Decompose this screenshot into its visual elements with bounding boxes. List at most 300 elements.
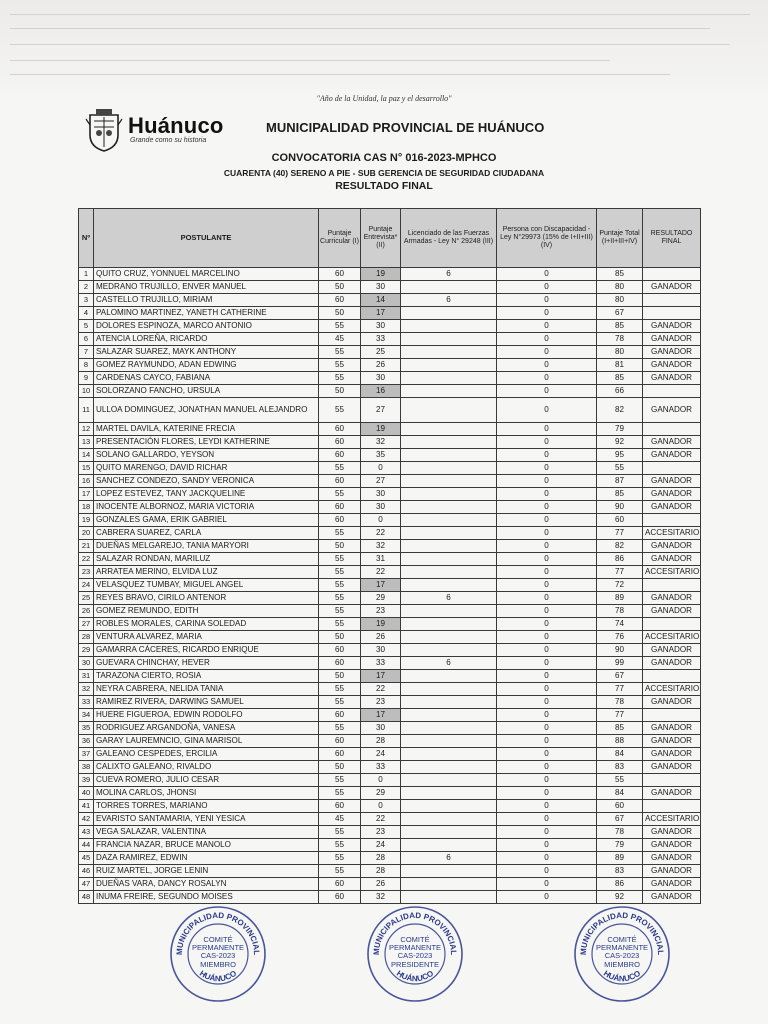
cell-curricular: 55 (319, 320, 361, 333)
cell-entrevista: 30 (361, 281, 401, 294)
table-row (79, 527, 701, 540)
cell-resultado: GANADOR (643, 475, 701, 488)
cell-entrevista: 23 (361, 696, 401, 709)
cell-curricular: 50 (319, 307, 361, 320)
cell-resultado (643, 307, 701, 320)
table-row (79, 553, 701, 566)
cell-entrevista: 29 (361, 787, 401, 800)
cell-entrevista: 26 (361, 631, 401, 644)
cell-postulante: SALAZAR SUAREZ, MAYK ANTHONY (94, 346, 319, 359)
table-row (79, 852, 701, 865)
cell-postulante: TORRES TORRES, MARIANO (94, 800, 319, 813)
cell-total: 84 (597, 787, 643, 800)
cell-entrevista: 17 (361, 709, 401, 722)
cell-resultado: GANADOR (643, 359, 701, 372)
cell-postulante: SOLORZANO FANCHO, URSULA (94, 385, 319, 398)
cell-num: 42 (79, 813, 94, 826)
cell-num: 43 (79, 826, 94, 839)
cell-total: 89 (597, 592, 643, 605)
cell-entrevista: 30 (361, 722, 401, 735)
cell-curricular: 50 (319, 761, 361, 774)
cell-resultado: GANADOR (643, 865, 701, 878)
motto: "Año de la Unidad, la paz y el desarrollo" (316, 94, 452, 103)
cell-total: 60 (597, 514, 643, 527)
cell-total: 77 (597, 683, 643, 696)
cell-postulante: ULLOA DOMINGUEZ, JONATHAN MANUEL ALEJANDRO (94, 398, 319, 423)
cell-resultado: GANADOR (643, 553, 701, 566)
results-table (78, 208, 701, 904)
table-row (79, 475, 701, 488)
cell-ffaa (401, 839, 497, 852)
cell-num: 19 (79, 514, 94, 527)
table-row (79, 878, 701, 891)
cell-discapacidad: 0 (497, 333, 597, 346)
cell-ffaa (401, 553, 497, 566)
cell-curricular: 60 (319, 294, 361, 307)
cell-discapacidad: 0 (497, 839, 597, 852)
table-row (79, 346, 701, 359)
cell-entrevista: 17 (361, 579, 401, 592)
table-row (79, 839, 701, 852)
table-row (79, 709, 701, 722)
cell-postulante: CUEVA ROMERO, JULIO CESAR (94, 774, 319, 787)
cell-discapacidad: 0 (497, 800, 597, 813)
cell-ffaa (401, 333, 497, 346)
stamp-city-text-path: HUÁNUCO (197, 968, 239, 984)
bleed-through-area (0, 0, 768, 90)
municipality-logo (84, 107, 244, 153)
cell-discapacidad: 0 (497, 449, 597, 462)
cell-ffaa (401, 761, 497, 774)
cell-resultado: GANADOR (643, 787, 701, 800)
table-row (79, 488, 701, 501)
cell-postulante: ROBLES MORALES, CARINA SOLEDAD (94, 618, 319, 631)
cell-curricular: 55 (319, 527, 361, 540)
cell-total: 77 (597, 709, 643, 722)
cell-ffaa (401, 514, 497, 527)
position-subtitle: CUARENTA (40) SERENO A PIE - SUB GERENCIA DE SEGURIDAD CIUDADANA (223, 168, 545, 178)
cell-discapacidad: 0 (497, 761, 597, 774)
cell-curricular: 55 (319, 852, 361, 865)
table-row (79, 644, 701, 657)
cell-total: 74 (597, 618, 643, 631)
committee-stamp (572, 904, 672, 1004)
cell-curricular: 45 (319, 813, 361, 826)
stamp-role: MIEMBRO (604, 960, 640, 969)
cell-total: 80 (597, 281, 643, 294)
cell-postulante: GARAY LAUREMNCIO, GINA MARISOL (94, 735, 319, 748)
cell-num: 36 (79, 735, 94, 748)
table-row (79, 800, 701, 813)
cell-discapacidad: 0 (497, 826, 597, 839)
table-body (79, 268, 701, 904)
table-row (79, 826, 701, 839)
cell-resultado (643, 774, 701, 787)
cell-postulante: VENTURA ALVAREZ, MARIA (94, 631, 319, 644)
cell-postulante: MEDRANO TRUJILLO, ENVER MANUEL (94, 281, 319, 294)
cell-curricular: 60 (319, 657, 361, 670)
cell-discapacidad: 0 (497, 281, 597, 294)
table-row (79, 320, 701, 333)
cell-ffaa (401, 683, 497, 696)
cell-num: 3 (79, 294, 94, 307)
cell-discapacidad: 0 (497, 423, 597, 436)
cell-resultado: GANADOR (643, 320, 701, 333)
cell-total: 78 (597, 333, 643, 346)
cell-ffaa (401, 748, 497, 761)
cell-postulante: CABRERA SUAREZ, CARLA (94, 527, 319, 540)
cell-resultado (643, 423, 701, 436)
cell-discapacidad: 0 (497, 398, 597, 423)
cell-curricular: 60 (319, 735, 361, 748)
cell-curricular: 55 (319, 618, 361, 631)
cell-postulante: PALOMINO MARTINEZ, YANETH CATHERINE (94, 307, 319, 320)
cell-num: 44 (79, 839, 94, 852)
col-header-total: Puntaje Total (I+II+III+IV) (597, 209, 643, 268)
cell-resultado (643, 268, 701, 281)
cell-resultado: GANADOR (643, 488, 701, 501)
cell-ffaa (401, 398, 497, 423)
cell-discapacidad: 0 (497, 631, 597, 644)
cell-discapacidad: 0 (497, 294, 597, 307)
committee-stamp (365, 904, 465, 1004)
table-row (79, 631, 701, 644)
cell-postulante: DAZA RAMIREZ, EDWIN (94, 852, 319, 865)
table-row (79, 359, 701, 372)
cell-discapacidad: 0 (497, 320, 597, 333)
cell-discapacidad: 0 (497, 475, 597, 488)
cell-ffaa (401, 709, 497, 722)
cell-resultado (643, 294, 701, 307)
cell-entrevista: 28 (361, 852, 401, 865)
cell-ffaa (401, 423, 497, 436)
table-row (79, 436, 701, 449)
table-row (79, 748, 701, 761)
col-header-ffaa: Licenciado de las Fuerzas Armadas - Ley N° 29248 (III) (401, 209, 497, 268)
table-row (79, 566, 701, 579)
cell-entrevista: 17 (361, 307, 401, 320)
cell-num: 33 (79, 696, 94, 709)
cell-discapacidad: 0 (497, 462, 597, 475)
cell-num: 38 (79, 761, 94, 774)
cell-num: 17 (79, 488, 94, 501)
cell-resultado: GANADOR (643, 592, 701, 605)
cell-postulante: INOCENTE ALBORNOZ, MARIA VICTORIA (94, 501, 319, 514)
table-row (79, 774, 701, 787)
cell-total: 85 (597, 320, 643, 333)
cell-entrevista: 19 (361, 423, 401, 436)
cell-entrevista: 27 (361, 475, 401, 488)
cell-entrevista: 17 (361, 670, 401, 683)
cell-entrevista: 29 (361, 592, 401, 605)
cell-curricular: 55 (319, 359, 361, 372)
cell-num: 24 (79, 579, 94, 592)
cell-curricular: 60 (319, 800, 361, 813)
cell-entrevista: 0 (361, 800, 401, 813)
cell-num: 40 (79, 787, 94, 800)
cell-ffaa (401, 722, 497, 735)
cell-postulante: RODRIGUEZ ARGANDOÑA, VANESA (94, 722, 319, 735)
table-row (79, 865, 701, 878)
cell-total: 92 (597, 891, 643, 904)
cell-total: 55 (597, 774, 643, 787)
table-row (79, 268, 701, 281)
cell-total: 77 (597, 566, 643, 579)
bleed-line (10, 14, 750, 15)
cell-postulante: SALAZAR RONDAN, MARILUZ (94, 553, 319, 566)
cell-total: 88 (597, 735, 643, 748)
cell-discapacidad: 0 (497, 618, 597, 631)
col-header-postulante: POSTULANTE (94, 209, 319, 268)
cell-total: 84 (597, 748, 643, 761)
stamp-outer-text-path: MUNICIPALIDAD PROVINCIAL (578, 910, 666, 956)
cell-entrevista: 16 (361, 385, 401, 398)
cell-entrevista: 23 (361, 605, 401, 618)
cell-num: 32 (79, 683, 94, 696)
cell-curricular: 55 (319, 722, 361, 735)
cell-resultado: GANADOR (643, 826, 701, 839)
cell-discapacidad: 0 (497, 670, 597, 683)
cell-total: 76 (597, 631, 643, 644)
cell-curricular: 60 (319, 423, 361, 436)
cell-resultado: GANADOR (643, 696, 701, 709)
cell-entrevista: 35 (361, 449, 401, 462)
cell-resultado (643, 514, 701, 527)
table-row (79, 657, 701, 670)
cell-curricular: 55 (319, 398, 361, 423)
cell-curricular: 55 (319, 787, 361, 800)
cell-postulante: CALIXTO GALEANO, RIVALDO (94, 761, 319, 774)
cell-entrevista: 0 (361, 774, 401, 787)
cell-total: 79 (597, 423, 643, 436)
cell-ffaa (401, 488, 497, 501)
cell-discapacidad: 0 (497, 852, 597, 865)
cell-total: 79 (597, 839, 643, 852)
table-row (79, 514, 701, 527)
cell-discapacidad: 0 (497, 566, 597, 579)
table-row (79, 579, 701, 592)
cell-num: 11 (79, 398, 94, 423)
stamp-line2: PERMANENTE (388, 943, 442, 952)
cell-curricular: 50 (319, 631, 361, 644)
cell-entrevista: 30 (361, 501, 401, 514)
convocatoria-title: CONVOCATORIA CAS N° 016-2023-MPHCO (271, 152, 497, 164)
table-row (79, 683, 701, 696)
table-row (79, 449, 701, 462)
cell-entrevista: 28 (361, 735, 401, 748)
cell-resultado: ACCESITARIO (643, 527, 701, 540)
cell-postulante: SANCHEZ CONDEZO, SANDY VERONICA (94, 475, 319, 488)
cell-ffaa (401, 449, 497, 462)
cell-discapacidad: 0 (497, 683, 597, 696)
bleed-line (10, 74, 670, 75)
cell-entrevista: 25 (361, 346, 401, 359)
cell-resultado (643, 800, 701, 813)
cell-resultado (643, 709, 701, 722)
cell-total: 80 (597, 346, 643, 359)
cell-num: 2 (79, 281, 94, 294)
cell-discapacidad: 0 (497, 657, 597, 670)
cell-entrevista: 30 (361, 644, 401, 657)
cell-ffaa (401, 320, 497, 333)
cell-ffaa (401, 800, 497, 813)
table-row (79, 813, 701, 826)
cell-postulante: DOLORES ESPINOZA, MARCO ANTONIO (94, 320, 319, 333)
cell-curricular: 55 (319, 605, 361, 618)
cell-discapacidad: 0 (497, 501, 597, 514)
cell-ffaa (401, 527, 497, 540)
cell-ffaa (401, 631, 497, 644)
cell-entrevista: 27 (361, 398, 401, 423)
cell-discapacidad: 0 (497, 592, 597, 605)
cell-postulante: CASTELLO TRUJILLO, MIRIAM (94, 294, 319, 307)
cell-total: 85 (597, 268, 643, 281)
cell-resultado: GANADOR (643, 372, 701, 385)
cell-discapacidad: 0 (497, 488, 597, 501)
cell-num: 35 (79, 722, 94, 735)
table-row (79, 333, 701, 346)
cell-total: 67 (597, 307, 643, 320)
stamp-line3: CAS-2023 (397, 951, 433, 960)
cell-ffaa (401, 696, 497, 709)
cell-total: 85 (597, 372, 643, 385)
cell-curricular: 55 (319, 579, 361, 592)
cell-curricular: 50 (319, 540, 361, 553)
cell-postulante: DUEÑAS VARA, DANCY ROSALYN (94, 878, 319, 891)
cell-total: 83 (597, 761, 643, 774)
cell-postulante: GOMEZ REMUNDO, EDITH (94, 605, 319, 618)
stamp-role: PRESIDENTE (391, 960, 439, 969)
cell-discapacidad: 0 (497, 735, 597, 748)
cell-num: 34 (79, 709, 94, 722)
cell-ffaa (401, 385, 497, 398)
table-row (79, 423, 701, 436)
cell-curricular: 55 (319, 346, 361, 359)
cell-total: 85 (597, 722, 643, 735)
cell-total: 90 (597, 501, 643, 514)
cell-resultado: GANADOR (643, 398, 701, 423)
cell-total: 85 (597, 488, 643, 501)
cell-curricular: 50 (319, 281, 361, 294)
cell-num: 14 (79, 449, 94, 462)
cell-entrevista: 28 (361, 865, 401, 878)
cell-postulante: RUIZ MARTEL, JORGE LENIN (94, 865, 319, 878)
cell-resultado: GANADOR (643, 281, 701, 294)
cell-entrevista: 31 (361, 553, 401, 566)
col-header-entrevista: Puntaje Entrevista* (II) (361, 209, 401, 268)
coat-of-arms-icon (84, 107, 124, 153)
cell-curricular: 55 (319, 839, 361, 852)
cell-discapacidad: 0 (497, 307, 597, 320)
cell-curricular: 60 (319, 501, 361, 514)
table-row (79, 385, 701, 398)
cell-discapacidad: 0 (497, 268, 597, 281)
cell-total: 90 (597, 644, 643, 657)
stamp-city-text-path: HUÁNUCO (394, 968, 436, 984)
cell-ffaa (401, 878, 497, 891)
cell-discapacidad: 0 (497, 346, 597, 359)
cell-resultado: GANADOR (643, 657, 701, 670)
cell-resultado: GANADOR (643, 748, 701, 761)
cell-resultado: GANADOR (643, 605, 701, 618)
cell-num: 29 (79, 644, 94, 657)
cell-curricular: 55 (319, 553, 361, 566)
cell-resultado (643, 385, 701, 398)
cell-curricular: 60 (319, 878, 361, 891)
cell-curricular: 60 (319, 475, 361, 488)
cell-num: 6 (79, 333, 94, 346)
cell-num: 15 (79, 462, 94, 475)
bleed-line (10, 60, 610, 61)
cell-entrevista: 32 (361, 436, 401, 449)
cell-ffaa (401, 462, 497, 475)
cell-postulante: HUERE FIGUEROA, EDWIN RODOLFO (94, 709, 319, 722)
cell-total: 86 (597, 878, 643, 891)
cell-ffaa: 6 (401, 852, 497, 865)
cell-curricular: 55 (319, 372, 361, 385)
cell-resultado (643, 618, 701, 631)
cell-entrevista: 33 (361, 333, 401, 346)
col-header-curricular: Puntaje Curricular (I) (319, 209, 361, 268)
cell-postulante: NEYRA CABRERA, NELIDA TANIA (94, 683, 319, 696)
cell-postulante: SOLANO GALLARDO, YEYSON (94, 449, 319, 462)
cell-total: 87 (597, 475, 643, 488)
cell-num: 9 (79, 372, 94, 385)
cell-postulante: EVARISTO SANTAMARIA, YENI YESICA (94, 813, 319, 826)
cell-total: 66 (597, 385, 643, 398)
table-row (79, 398, 701, 423)
cell-postulante: GOMEZ RAYMUNDO, ADAN EDWING (94, 359, 319, 372)
cell-resultado: GANADOR (643, 501, 701, 514)
cell-discapacidad: 0 (497, 605, 597, 618)
cell-discapacidad: 0 (497, 436, 597, 449)
cell-discapacidad: 0 (497, 878, 597, 891)
cell-discapacidad: 0 (497, 579, 597, 592)
cell-num: 10 (79, 385, 94, 398)
cell-entrevista: 23 (361, 826, 401, 839)
cell-ffaa (401, 644, 497, 657)
cell-total: 89 (597, 852, 643, 865)
cell-ffaa: 6 (401, 268, 497, 281)
col-header-discapacidad: Persona con Discapacidad -Ley N°29973 (15% de I+II+III) (IV) (497, 209, 597, 268)
cell-num: 37 (79, 748, 94, 761)
table-row (79, 294, 701, 307)
cell-resultado: ACCESITARIO (643, 683, 701, 696)
cell-postulante: MOLINA CARLOS, JHONSI (94, 787, 319, 800)
cell-entrevista: 24 (361, 839, 401, 852)
cell-discapacidad: 0 (497, 540, 597, 553)
cell-num: 47 (79, 878, 94, 891)
cell-ffaa: 6 (401, 592, 497, 605)
cell-ffaa: 6 (401, 294, 497, 307)
cell-num: 23 (79, 566, 94, 579)
cell-entrevista: 24 (361, 748, 401, 761)
cell-total: 60 (597, 800, 643, 813)
cell-total: 83 (597, 865, 643, 878)
cell-num: 21 (79, 540, 94, 553)
col-header-resultado: RESULTADO FINAL (643, 209, 701, 268)
cell-postulante: FRANCIA NAZAR, BRUCE MANOLO (94, 839, 319, 852)
cell-entrevista: 22 (361, 527, 401, 540)
cell-postulante: GAMARRA CÁCERES, RICARDO ENRIQUE (94, 644, 319, 657)
cell-total: 72 (597, 579, 643, 592)
cell-discapacidad: 0 (497, 774, 597, 787)
cell-resultado: GANADOR (643, 891, 701, 904)
cell-resultado: ACCESITARIO (643, 566, 701, 579)
cell-ffaa (401, 826, 497, 839)
table-row (79, 501, 701, 514)
cell-discapacidad: 0 (497, 865, 597, 878)
